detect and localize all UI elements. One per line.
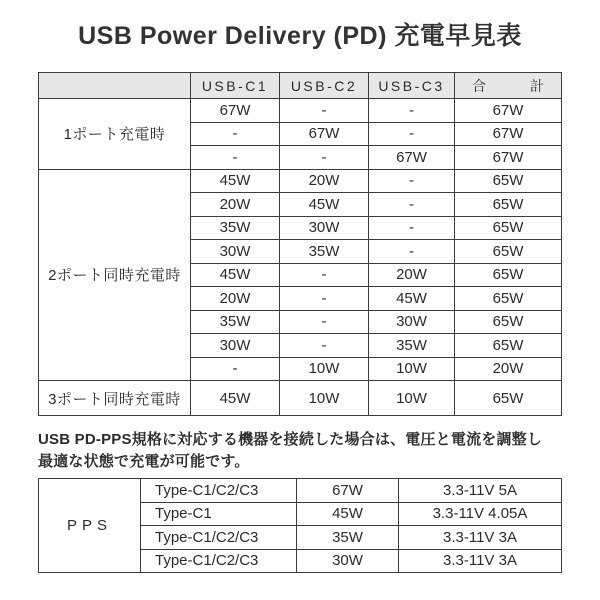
cell-c1: 35W [191, 310, 280, 334]
cell-total: 65W [455, 287, 562, 311]
cell-c1: 35W [191, 216, 280, 240]
cell-c3: 10W [369, 357, 455, 381]
cell-c1: 30W [191, 334, 280, 358]
pps-note-line1: USB PD-PPS規格に対応する機器を接続した場合は、電圧と電流を調整し [38, 431, 543, 448]
cell-total: 65W [455, 216, 562, 240]
column-header-usb-c2: USB-C2 [280, 73, 369, 99]
column-header-total [455, 73, 562, 99]
total-header-left: 合 [472, 77, 486, 94]
cell-c3: 20W [369, 263, 455, 287]
cell-c3: - [369, 99, 455, 123]
cell-c1: 30W [191, 240, 280, 264]
cell-c3: 35W [369, 334, 455, 358]
cell-wattage: 30W [297, 549, 399, 573]
cell-c2: - [280, 146, 369, 170]
section-label-three-port: 3ポート同時充電時 [39, 381, 191, 416]
pps-table [38, 478, 562, 573]
cell-wattage: 67W [297, 479, 399, 503]
cell-total: 65W [455, 381, 562, 416]
pd-charging-table [38, 72, 562, 416]
column-header-usb-c1: USB-C1 [191, 73, 280, 99]
cell-c2: 10W [280, 357, 369, 381]
cell-c1: 45W [191, 381, 280, 416]
cell-wattage: 35W [297, 526, 399, 550]
cell-c3: 45W [369, 287, 455, 311]
cell-port-type: Type-C1/C2/C3 [141, 549, 297, 573]
cell-total: 20W [455, 357, 562, 381]
table-row [39, 479, 562, 503]
cell-wattage: 45W [297, 502, 399, 526]
cell-total: 67W [455, 99, 562, 123]
cell-voltage-range: 3.3-11V 3A [399, 526, 562, 550]
total-header-inner [455, 76, 561, 96]
cell-c1: 20W [191, 287, 280, 311]
header-row [39, 73, 562, 99]
cell-c3: - [369, 193, 455, 217]
cell-c3: 10W [369, 381, 455, 416]
corner-cell [39, 73, 191, 99]
cell-c2: 67W [280, 122, 369, 146]
cell-total: 65W [455, 334, 562, 358]
cell-c2: 35W [280, 240, 369, 264]
section-label-one-port: 1ポート充電時 [39, 99, 191, 170]
cell-voltage-range: 3.3-11V 3A [399, 549, 562, 573]
cell-port-type: Type-C1/C2/C3 [141, 526, 297, 550]
cell-c3: 67W [369, 146, 455, 170]
cell-total: 65W [455, 310, 562, 334]
cell-c2: - [280, 310, 369, 334]
cell-c2: 20W [280, 169, 369, 193]
cell-c1: 67W [191, 99, 280, 123]
section-label-two-port: 2ポート同時充電時 [39, 169, 191, 381]
pps-row-label: PPS [39, 479, 141, 573]
cell-c1: - [191, 146, 280, 170]
cell-port-type: Type-C1 [141, 502, 297, 526]
cell-total: 67W [455, 146, 562, 170]
pps-note-line2: 最適な状態で充電が可能です。 [38, 453, 250, 470]
pd-table-header [39, 73, 562, 99]
table-row [39, 99, 562, 123]
cell-c1: 45W [191, 263, 280, 287]
table-row [39, 381, 562, 416]
cell-c2: - [280, 334, 369, 358]
cell-c1: 45W [191, 169, 280, 193]
cell-port-type: Type-C1/C2/C3 [141, 479, 297, 503]
cell-c3: - [369, 216, 455, 240]
cell-total: 65W [455, 169, 562, 193]
cell-c2: - [280, 263, 369, 287]
cell-c1: - [191, 357, 280, 381]
cell-c3: - [369, 122, 455, 146]
cell-c1: - [191, 122, 280, 146]
cell-c2: 10W [280, 381, 369, 416]
page-title: USB Power Delivery (PD) 充電早見表 [78, 22, 522, 50]
table-row [39, 169, 562, 193]
cell-total: 65W [455, 263, 562, 287]
column-header-usb-c3: USB-C3 [369, 73, 455, 99]
cell-total: 65W [455, 240, 562, 264]
cell-c3: - [369, 240, 455, 264]
cell-total: 65W [455, 193, 562, 217]
cell-c2: 30W [280, 216, 369, 240]
cell-total: 67W [455, 122, 562, 146]
cell-c3: 30W [369, 310, 455, 334]
total-header-right: 計 [530, 77, 544, 94]
cell-c2: - [280, 99, 369, 123]
cell-c2: - [280, 287, 369, 311]
cell-c3: - [369, 169, 455, 193]
pps-note [38, 429, 562, 473]
cell-c1: 20W [191, 193, 280, 217]
cell-voltage-range: 3.3-11V 5A [399, 479, 562, 503]
cell-c2: 45W [280, 193, 369, 217]
cell-voltage-range: 3.3-11V 4.05A [399, 502, 562, 526]
